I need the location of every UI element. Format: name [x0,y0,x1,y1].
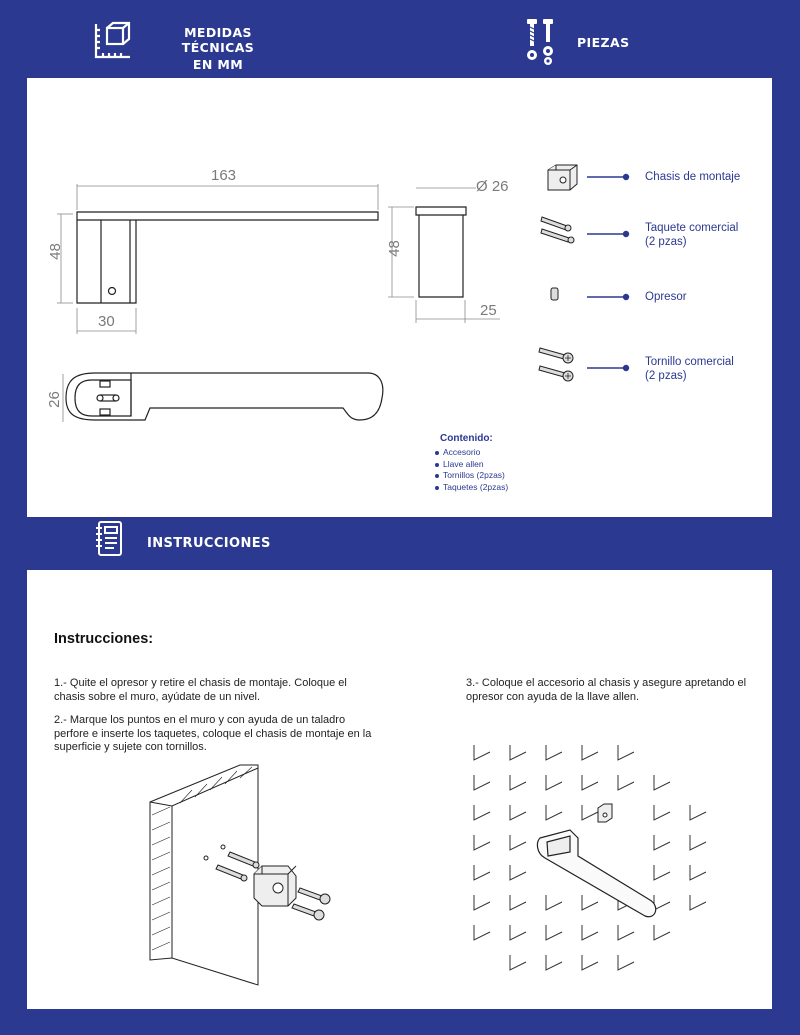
part-chassis-name: Chasis de montaje [645,171,741,183]
dim-diameter: Ø 26 [476,178,509,195]
instruction-step-1: 1.- Quite el opresor y retire el chasis de montaje. Coloque el chasis sobre el muro, ayúdate de un nivel. [54,677,347,703]
dim-side-height: 48 [385,240,403,257]
dim-base-width: 30 [98,313,115,330]
technical-title-line1: MEDIDAS TÉCNICAS [181,25,255,55]
instruction-step-3: 3.- Coloque el accesorio al chasis y asegure apretando el opresor con ayuda de la llave allen. [466,677,747,703]
parts-title: PIEZAS [577,35,630,50]
contents-item: Taquetes (2pzas) [434,482,508,494]
contents-item: Accesorio [434,447,508,459]
instructions-header-title: INSTRUCCIONES [147,536,271,551]
part-anchor-qty: (2 pzas) [645,236,687,248]
dim-height: 48 [46,243,64,260]
contents-title: Contenido: [440,433,493,444]
part-setscrew-name: Opresor [645,291,687,303]
contents-item: Llave allen [434,459,508,471]
part-anchor-name: Taquete comercial [645,222,739,234]
part-screw-name: Tornillo comercial [645,356,734,368]
instructions-title: Instrucciones: [54,631,154,647]
dim-top-depth: 26 [45,391,63,408]
technical-title-line2: EN MM [192,57,244,72]
dim-side-depth: 25 [480,302,497,319]
part-screw-qty: (2 pzas) [645,370,687,382]
dim-length: 163 [211,167,237,184]
instruction-step-2: 2.- Marque los puntos en el muro y con ayuda de un taladro perfore e inserte los taquetes, coloque el chasis de montaje en la superficie y sujete con tornillos. [54,714,372,753]
contents-item: Tornillos (2pzas) [434,470,508,482]
